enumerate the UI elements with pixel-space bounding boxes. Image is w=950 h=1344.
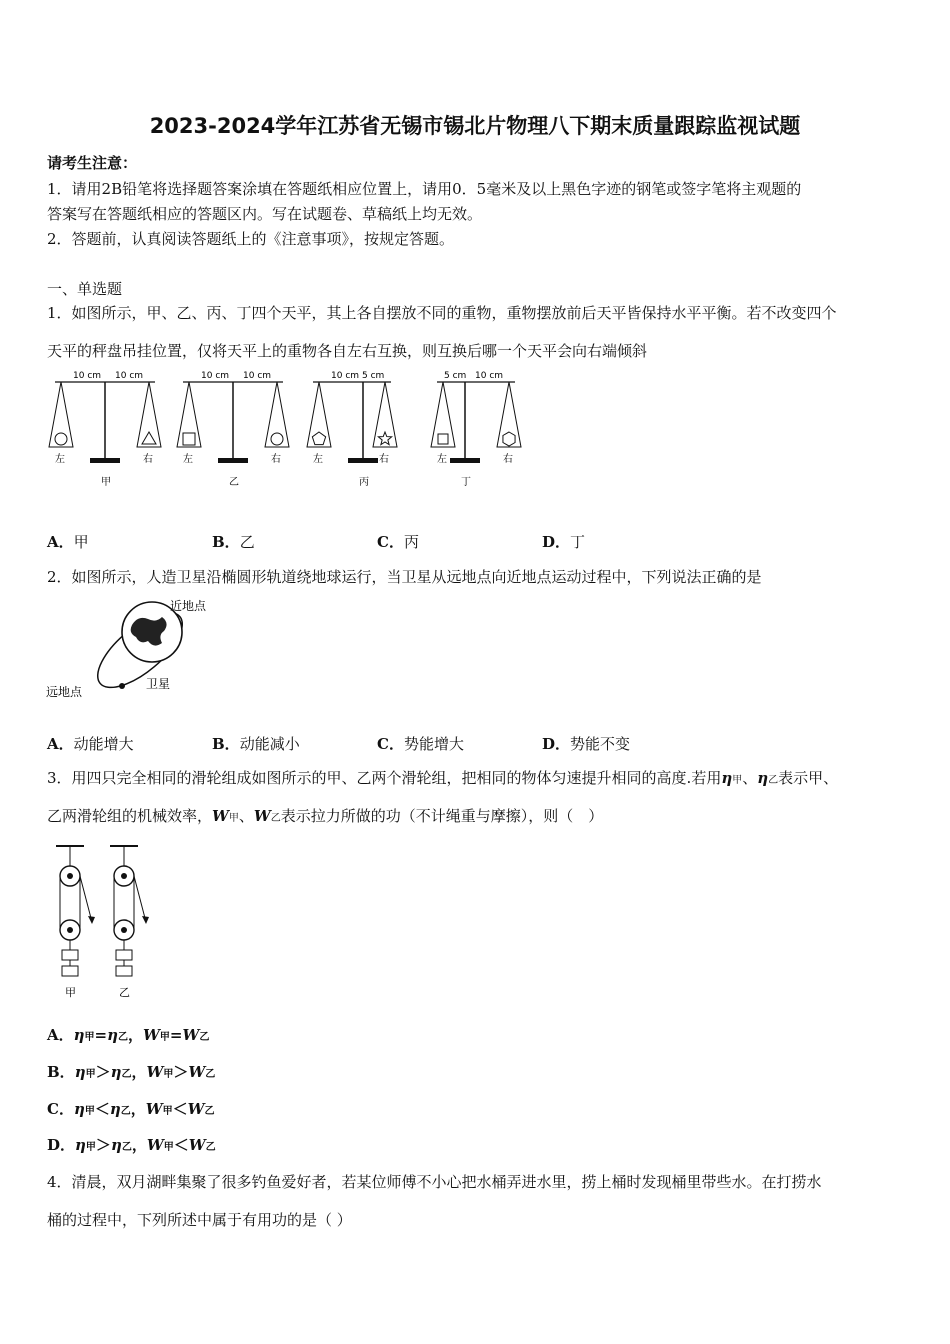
q3-option-a[interactable]: A．η甲=η乙，W甲=W乙	[47, 1026, 210, 1044]
pulley-axle	[67, 873, 73, 879]
pulley-axle	[121, 927, 127, 933]
balance-pan	[137, 382, 161, 447]
left-label: 左	[183, 454, 193, 465]
right-label: 右	[503, 454, 513, 465]
weight-pentagon	[312, 432, 325, 445]
right-label: 右	[143, 454, 153, 465]
q1-option-b[interactable]: B．乙	[212, 533, 255, 551]
pulley-figure	[50, 842, 160, 1002]
right-arm-label: 10 cm	[243, 371, 272, 381]
satellite-orbit-figure	[40, 595, 240, 705]
balance-base	[90, 458, 120, 463]
q1-option-a[interactable]: A．甲	[47, 533, 89, 551]
q2-option-d[interactable]: D．势能不变	[542, 735, 631, 753]
balance-base	[218, 458, 248, 463]
balances-figure	[40, 365, 540, 495]
page-title: 2023-2024学年江苏省无锡市锡北片物理八下期末质量跟踪监视试题	[149, 114, 801, 138]
q4-text-b: 桶的过程中，下列所述中属于有用功的是（ ）	[47, 1211, 352, 1229]
pulley-axle	[67, 927, 73, 933]
weight-circle	[271, 433, 283, 445]
left-arm-label: 10 cm	[73, 371, 102, 381]
pull-rope	[80, 876, 92, 922]
left-arm-label: 10 cm	[331, 371, 360, 381]
left-label: 左	[55, 454, 65, 465]
left-label: 左	[437, 454, 447, 465]
notice-heading: 请考生注意：	[47, 154, 138, 172]
balance-pan	[265, 382, 289, 447]
q3-text-b: 乙两滑轮组的机械效率，W甲、W乙表示拉力所做的功（不计绳重与摩擦），则（ ）	[47, 807, 604, 825]
q3-option-d[interactable]: D．η甲＞η乙，W甲＜W乙	[47, 1136, 216, 1154]
balance-base	[450, 458, 480, 463]
q3-text-a: 3．用四只完全相同的滑轮组成如图所示的甲、乙两个滑轮组，把相同的物体匀速提升相同的高度.若用η甲、η乙表示甲、	[47, 769, 839, 787]
q2-option-b[interactable]: B．动能减小	[212, 735, 300, 753]
q4-text-a: 4．清晨，双月湖畔集聚了很多钓鱼爱好者，若某位师傅不小心把水桶弄进水里，捞上桶时发现桶里带些水。在打捞水	[47, 1173, 822, 1191]
right-label: 右	[271, 454, 281, 465]
weight-box	[438, 434, 448, 444]
q3-option-b[interactable]: B．η甲＞η乙，W甲＞W乙	[47, 1063, 216, 1081]
q1-text-b: 天平的秤盘吊挂位置，仅将天平上的重物各自左右互换，则互换后哪一个天平会向右端倾斜	[47, 342, 648, 360]
right-arm-label: 5 cm	[362, 371, 385, 381]
q3-option-c[interactable]: C．η甲＜η乙，W甲＜W乙	[47, 1100, 215, 1118]
balance-pan	[177, 382, 201, 447]
q2-option-a[interactable]: A．动能增大	[47, 735, 134, 753]
pull-arrow	[142, 916, 149, 924]
notice-line-1b: 答案写在答题纸相应的答题区内。写在试题卷、草稿纸上均无效。	[47, 205, 483, 223]
q2-option-c[interactable]: C．势能增大	[377, 735, 464, 753]
satellite-dot	[119, 683, 125, 689]
q1-option-c[interactable]: C．丙	[377, 533, 419, 551]
section-heading: 一、单选题	[47, 280, 123, 298]
pull-rope	[134, 876, 146, 922]
q1-option-d[interactable]: D．丁	[542, 533, 586, 551]
balance-pan	[49, 382, 73, 447]
notice-line-2: 2．答题前，认真阅读答题纸上的《注意事项》，按规定答题。	[47, 230, 455, 248]
weight-circle	[55, 433, 67, 445]
left-arm-label: 10 cm	[201, 371, 230, 381]
balance-name-label: 丙	[359, 477, 369, 488]
balance-pan	[497, 382, 521, 447]
pulley-label: 甲	[65, 986, 76, 999]
balance-pan	[307, 382, 331, 447]
balance-name-label: 甲	[101, 477, 111, 488]
left-label: 左	[313, 454, 323, 465]
weight-block	[62, 950, 78, 960]
weight-block	[116, 950, 132, 960]
balance-base	[348, 458, 378, 463]
right-label: 右	[379, 454, 389, 465]
right-arm-label: 10 cm	[115, 371, 144, 381]
balance-pan	[373, 382, 397, 447]
q1-text-a: 1．如图所示，甲、乙、丙、丁四个天平，其上各自摆放不同的重物，重物摆放前后天平皆保持水平平衡。若不改变四个	[47, 304, 837, 322]
q2-text: 2．如图所示，人造卫星沿椭圆形轨道绕地球运行，当卫星从远地点向近地点运动过程中，下列说法正确的是	[47, 568, 762, 586]
weight-star	[378, 432, 391, 445]
balance-name-label: 乙	[229, 477, 239, 488]
weight-hexagon	[503, 432, 515, 446]
weight-block	[62, 966, 78, 976]
weight-triangle	[142, 432, 156, 444]
weight-square	[183, 433, 195, 445]
satellite-label: 卫星	[146, 677, 171, 691]
near-point-label: 近地点	[170, 599, 207, 613]
balance-pan	[431, 382, 455, 447]
balance-name-label: 丁	[461, 477, 471, 488]
right-arm-label: 10 cm	[475, 371, 504, 381]
pulley-label: 乙	[119, 986, 130, 999]
pull-arrow	[88, 916, 95, 924]
notice-line-1: 1．请用2B铅笔将选择题答案涂填在答题纸相应位置上，请用0．5毫米及以上黑色字迹的钢笔或签字笔将主观题的	[47, 180, 802, 198]
weight-block	[116, 966, 132, 976]
left-arm-label: 5 cm	[444, 371, 467, 381]
pulley-axle	[121, 873, 127, 879]
far-point-label: 远地点	[46, 685, 83, 699]
